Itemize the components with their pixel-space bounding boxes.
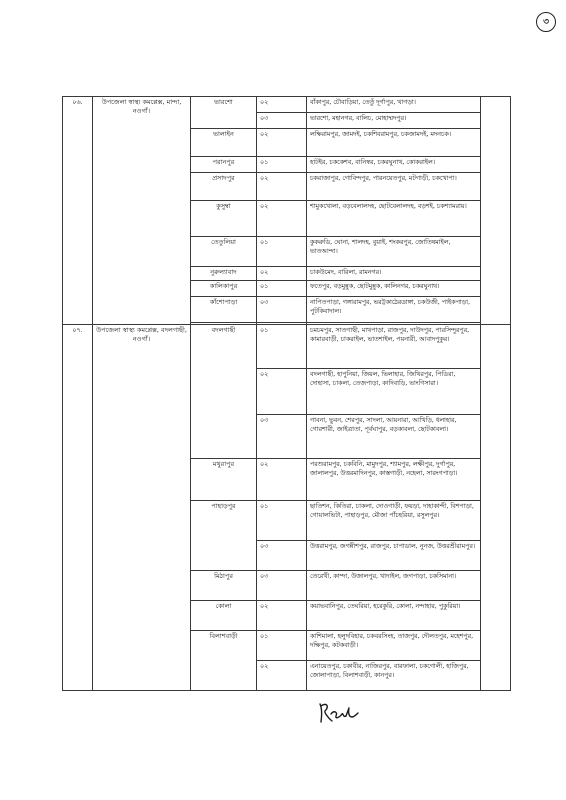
village-list: কাশিমালা, হলুদবিহার, চকবরসিংহ, তাজপুর, দৌলতপুর, মহেশপুর, দক্ষিপুর, কটকবাড়ী।	[307, 631, 481, 661]
union-name: মথুরাপুর	[191, 459, 257, 501]
ward-number: ০২	[257, 601, 307, 631]
union-name: বিলাশবাড়ী	[191, 631, 257, 691]
union-name: কাঁশোপাড়া	[191, 297, 257, 323]
village-list: গাবনা, ভুবন, শেরপুর, সাদলা, আয়নারা, আখিড়ি, ধলাহার, গোরশারী, জাইত্রাতা, পূর্বঘাপুর, বড়কাবলা, ছোটকাবলা।	[307, 415, 481, 459]
ward-number: ০১	[257, 631, 307, 661]
ward-number: ০২	[257, 369, 307, 415]
village-list: কুকরুডি, ঘোনা, শালদহ, বুয়াই, শংকরপুর, জোতিষমাইল, ভাতআন্দা।	[307, 237, 481, 267]
village-list: চমচমপুর, সাতগাছী, মাথপাড়া, রাজপুর, দাউদপুর, পারসিন্দুরপুর, কামারবাড়ী, চাকরাইল, ভাতশাইল, পয়নারী, আবাদপুকুর।	[307, 325, 481, 369]
village-list: কয়াভবানিপুর, তেঘরিয়া, হরেকুরি, কোলা, নন্দাহার, পুকুরিয়া।	[307, 601, 481, 631]
union-name: পাহাড়পুর	[191, 501, 257, 571]
remarks-cell	[481, 97, 511, 325]
ward-number: ০৩	[257, 113, 307, 129]
union-name: কোলা	[191, 601, 257, 631]
village-list: এনায়েতপুর, চকাবীর, নাজিরপুর, বারফালা, চকগোলী, হাজিপুর, জোলাপাড়া, বিলাশবাড়ী, কানপুর।	[307, 661, 481, 691]
village-list: লক্ষিরামপুর, জামদই, চকশিবরামপুর, চকজামদই, মদনচক।	[307, 129, 481, 157]
ward-number: ০৩	[257, 571, 307, 601]
table-row	[63, 325, 511, 369]
remarks-cell	[481, 325, 511, 691]
coverage-table	[62, 96, 511, 691]
ward-number: ০১	[257, 281, 307, 297]
ward-number: ০২	[257, 459, 307, 501]
village-list: ভারশো, মহানগর, বালিচ, মোহাম্মদপুর।	[307, 113, 481, 129]
union-name: মিঠাপুর	[191, 571, 257, 601]
ward-number: ০২	[257, 97, 307, 113]
union-name: ভারশো	[191, 97, 257, 129]
ward-number: ০২	[257, 267, 307, 281]
union-name: কালিকাপুর	[191, 281, 257, 297]
union-name: বদলগাছী	[191, 325, 257, 459]
union-name: নুরুল্যাবাদ	[191, 267, 257, 281]
serial-number: ০৭.	[63, 325, 93, 691]
village-list: বাঁকাপুর, চৌবাড়িয়া, তেতুঁ দূর্গাপুর, খাগড়া।	[307, 97, 481, 113]
union-name: প্রসাদপুর	[191, 173, 257, 201]
table-row	[63, 97, 511, 113]
union-name: কুসুম্বা	[191, 201, 257, 237]
village-list: চাকউমেদ, বারিলা, রামনগর।	[307, 267, 481, 281]
village-list: ছাতিশন, কিতিরা, চাকলা, দোওগাড়ী, ফয়ড়া, দাহাকান্দী, বিশপাড়া, গোয়ালভিটা, পাহাড়পুর, মৌজা পাঁচহরিয়া, রসুলপুর।	[307, 501, 481, 541]
ward-number: ০৩	[257, 541, 307, 571]
union-name: ভালাইন	[191, 129, 257, 157]
institution-name: উপজেলা স্বাস্থ্য কমপ্লেক্স, বদলগাছী, নওগাঁ।	[93, 325, 191, 691]
village-list: হাটইর, চককেশব, বানিস্বর, চকরঘুনাথ, কোকরাইল।	[307, 157, 481, 173]
serial-number: ০৬.	[63, 97, 93, 325]
ward-number: ০১	[257, 325, 307, 369]
village-list: বদলগাছী, হাপুনিয়া, জিয়ল, ভিলাহার, জিথিরপুর, পিডিরা, দোহাসা, চাকলা, তেজপাড়া, কাদিবাড়ি, ভাংগিসারা।	[307, 369, 481, 415]
village-list: নাপিতপাড়া, গঙ্গারামপুর, ভরট্টকাঠেরডাঙ্গা, চকউজী, পাইকপাড়া, পুটকিবাদাল।	[307, 297, 481, 323]
page-number: ৩	[536, 12, 556, 32]
village-list: পরশুরামপুর, চকবিনি, মামুদপুর, শ্যামপুর, লক্ষীপুর, দুর্গাপুর, জালালপুর, উত্তরমাদিনপুর, কাস্তগাড়ী, নহেলা, সারংগপাড়া।	[307, 459, 481, 501]
ward-number: ০২	[257, 129, 307, 157]
village-list: শামুকখোলা, বড়বেলালদহ, ছোটবেলালদহ, বড়শই, চকশ্যামরায়।	[307, 201, 481, 237]
village-list: চকরাজাপুর, গোবিন্দপুর, পারনয়েতপুর, মটগাড়ী, চকখোপা।	[307, 173, 481, 201]
ward-number: ০১	[257, 501, 307, 541]
union-name: তেতুলিয়া	[191, 237, 257, 267]
ward-number: ০৩	[257, 415, 307, 459]
ward-number: ০২	[257, 661, 307, 691]
ward-number: ০১	[257, 157, 307, 173]
village-list: উত্তরামপুর, জগন্নীশপুর, রাজপুর, চাপাডাল, নুনজ, উত্তরশ্রীরামপুর।	[307, 541, 481, 571]
ward-number: ০৩	[257, 297, 307, 323]
ward-number: ০২	[257, 173, 307, 201]
union-name: পরানপুর	[191, 157, 257, 173]
institution-name: উপজেলা স্বাস্থ্য কমপ্লেক্স, মান্দা, নওগাঁ।	[93, 97, 191, 325]
ward-number: ০২	[257, 201, 307, 237]
ward-number: ০১	[257, 237, 307, 267]
village-list: ফতেপুর, বড়মুন্নুক, ছোটমুন্নুক, কালিনগর, চকরঘুনাথ।	[307, 281, 481, 297]
village-list: তেরেখী, কাম্দা, উজালপুর, খাদাইল, জগপাড়া, চকসিমানা।	[307, 571, 481, 601]
signature-mark	[316, 700, 362, 726]
